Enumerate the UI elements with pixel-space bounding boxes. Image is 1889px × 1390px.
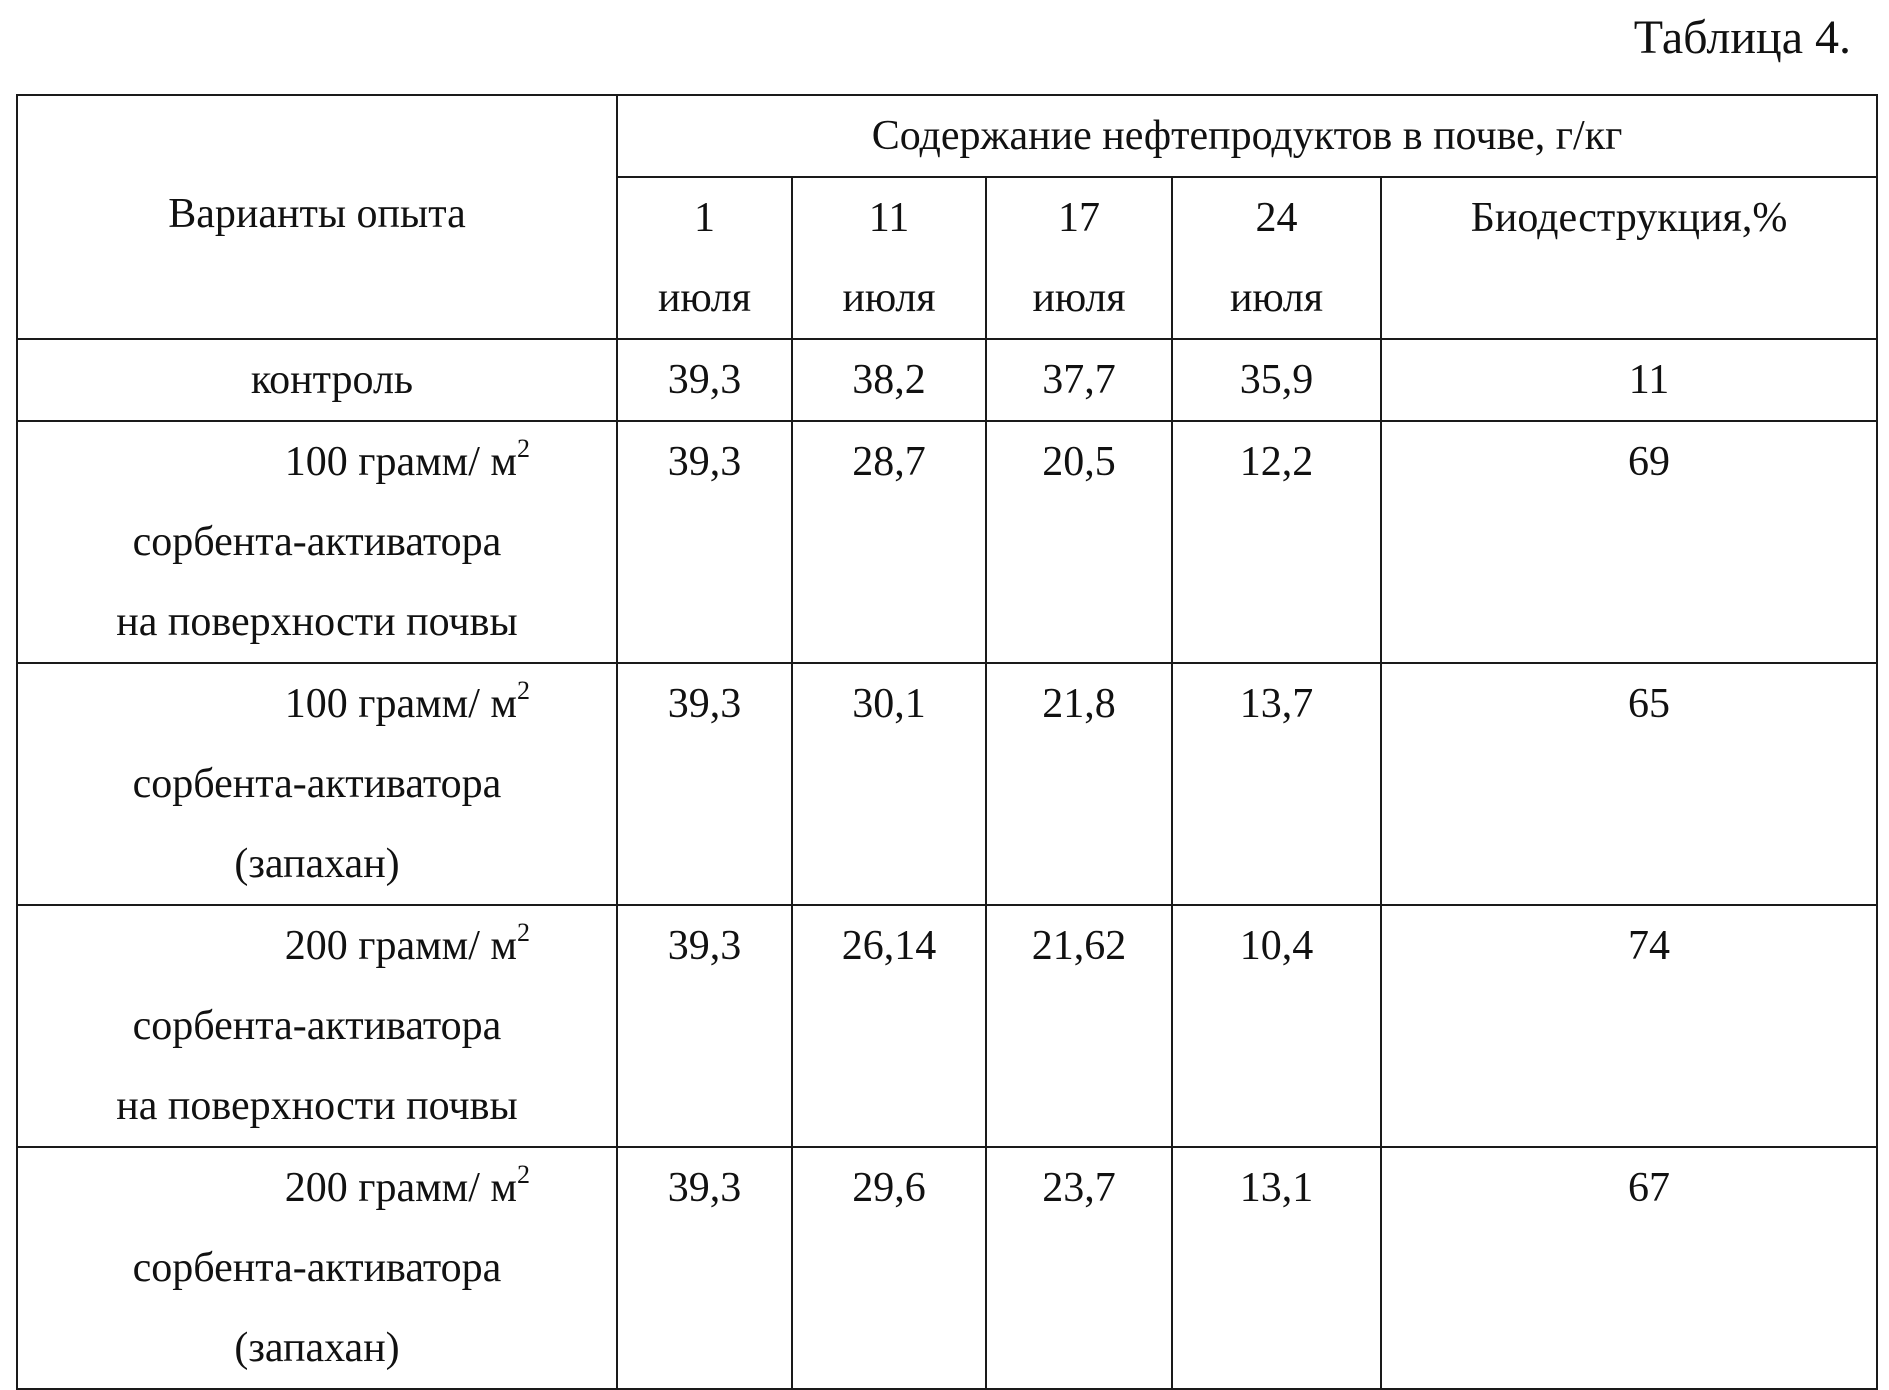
value-cell: 20,5	[986, 421, 1172, 663]
variant-line3: (запахан)	[234, 841, 400, 887]
bio-cell: 74	[1381, 905, 1877, 1147]
table-caption: Таблица 4.	[1633, 11, 1851, 64]
data-table	[16, 94, 1878, 1390]
variant-line3: на поверхности почвы	[116, 1083, 518, 1129]
variant-cell	[17, 1147, 617, 1389]
header-date-day: 17	[1058, 195, 1100, 241]
header-variant-label: Варианты опыта	[168, 191, 466, 237]
header-variant-cell	[17, 95, 617, 339]
variant-line3: на поверхности почвы	[116, 599, 518, 645]
table-row	[17, 663, 1877, 905]
header-date-day: 1	[694, 195, 715, 241]
header-date-day: 11	[868, 195, 910, 241]
variant-amount-text: 200 грамм/ м	[284, 1165, 517, 1211]
value-cell: 23,7	[986, 1147, 1172, 1389]
variant-line2: сорбента-активатора	[132, 519, 502, 565]
variant-amount-text: 100 грамм/ м	[284, 439, 517, 485]
variant-amount-sup: 2	[517, 918, 530, 947]
value-cell: 39,3	[617, 421, 792, 663]
variant-line2: сорбента-активатора	[132, 761, 502, 807]
value-cell: 26,14	[792, 905, 986, 1147]
header-bio-label: Биодеструкция,%	[1470, 195, 1788, 241]
value-cell: 39,3	[617, 1147, 792, 1389]
bio-cell: 67	[1381, 1147, 1877, 1389]
variant-amount-sup: 2	[517, 434, 530, 463]
header-row-1	[17, 95, 1877, 177]
variant-amount-sup: 2	[517, 676, 530, 705]
header-date-3	[986, 177, 1172, 339]
header-date-4	[1172, 177, 1381, 339]
value-cell: 29,6	[792, 1147, 986, 1389]
value-cell: 35,9	[1172, 339, 1381, 421]
header-date-2	[792, 177, 986, 339]
header-date-month: июля	[657, 275, 752, 321]
variant-amount	[18, 906, 616, 986]
value-cell: 39,3	[617, 905, 792, 1147]
variant-amount	[18, 664, 616, 744]
header-date-day: 24	[1255, 195, 1298, 241]
variant-cell	[17, 905, 617, 1147]
variant-amount-text: 200 грамм/ м	[284, 923, 517, 969]
value-cell: 39,3	[617, 663, 792, 905]
header-date-month: июля	[1032, 275, 1126, 321]
value-cell: 13,1	[1172, 1147, 1381, 1389]
variant-line3: (запахан)	[234, 1325, 400, 1371]
bio-cell: 65	[1381, 663, 1877, 905]
variant-line2: сорбента-активатора	[132, 1245, 502, 1291]
value-cell: 38,2	[792, 339, 986, 421]
header-date-1	[617, 177, 792, 339]
variant-line2: сорбента-активатора	[132, 1003, 502, 1049]
variant-cell	[17, 421, 617, 663]
header-date-month: июля	[1229, 275, 1324, 321]
variant-amount-text: 100 грамм/ м	[284, 681, 517, 727]
table-row	[17, 905, 1877, 1147]
header-date-month: июля	[842, 275, 936, 321]
value-cell: 13,7	[1172, 663, 1381, 905]
variant-label: контроль	[250, 357, 414, 403]
bio-cell: 11	[1381, 339, 1877, 421]
value-cell: 37,7	[986, 339, 1172, 421]
variant-amount-sup: 2	[517, 1160, 530, 1189]
variant-amount	[18, 422, 616, 502]
value-cell: 10,4	[1172, 905, 1381, 1147]
variant-cell	[17, 663, 617, 905]
variant-cell	[17, 339, 617, 421]
header-group-label: Содержание нефтепродуктов в почве, г/кг	[871, 113, 1623, 159]
table-row	[17, 1147, 1877, 1389]
table-row	[17, 421, 1877, 663]
header-group-cell	[617, 95, 1877, 177]
value-cell: 21,8	[986, 663, 1172, 905]
value-cell: 21,62	[986, 905, 1172, 1147]
value-cell: 12,2	[1172, 421, 1381, 663]
variant-amount	[18, 1148, 616, 1228]
bio-cell: 69	[1381, 421, 1877, 663]
value-cell: 28,7	[792, 421, 986, 663]
table-row	[17, 339, 1877, 421]
value-cell: 39,3	[617, 339, 792, 421]
header-bio-cell	[1381, 177, 1877, 339]
value-cell: 30,1	[792, 663, 986, 905]
